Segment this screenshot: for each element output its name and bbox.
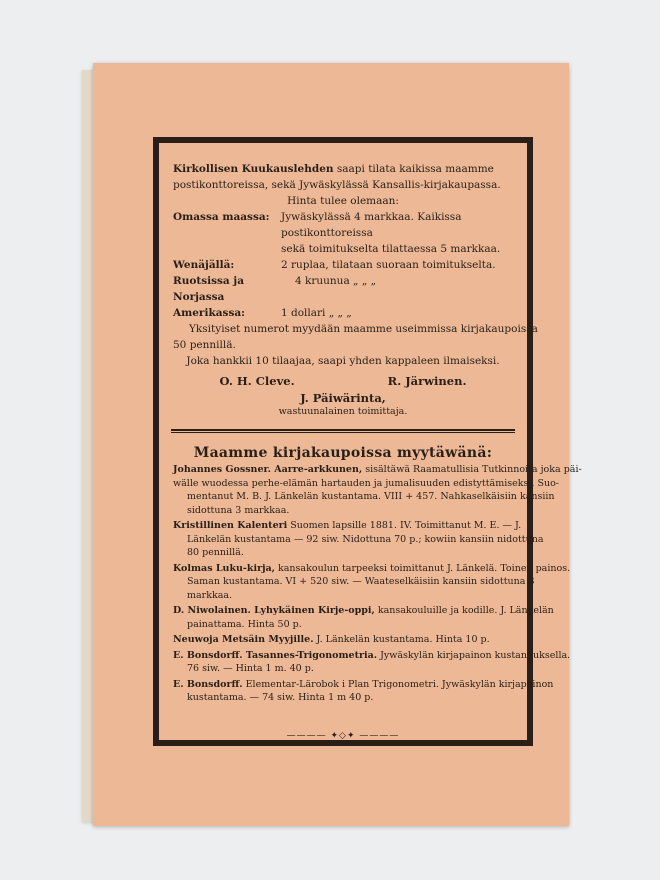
price-label: Ruotsissa ja Norjassa <box>173 275 244 303</box>
price-value: 2 ruplaa, tilataan suoraan toimitukselta. <box>281 259 496 271</box>
subscription-intro <box>173 161 513 177</box>
book-title: E. Bonsdorff. Tasannes-Trigonometria. <box>173 649 378 661</box>
price-row <box>173 241 513 257</box>
price-value: 4 kruunua „ „ „ <box>295 275 377 287</box>
magazine-name: Kirkollisen Kuukauslehden <box>173 163 334 175</box>
book-entry <box>173 649 571 676</box>
book-entry <box>173 519 544 560</box>
book-title: Neuwoja Metsäin Myyjille. <box>173 634 314 645</box>
book-text: kansakouluille ja kodille. J. Länkelän <box>377 605 554 616</box>
signer-right: R. Järwinen. <box>387 374 467 388</box>
book-text: Saman kustantama. VI + 520 siw. — Waateselkäisiin kansiin sidottuna 3 <box>187 576 535 587</box>
price-row <box>173 209 513 241</box>
book-text: Suomen lapsille 1881. IV. Toimittanut M. E. — J. <box>290 520 522 531</box>
intro-line-2: postikonttoreissa, sekä Jywäskylässä Kansallis-kirjakaupassa. <box>173 179 501 191</box>
bordered-frame <box>153 137 582 746</box>
single-issue-note: Yksityiset numerot myydään maamme useimmissa kirjakaupoissa <box>189 323 538 335</box>
price-label <box>173 241 281 257</box>
book-text: kansakoulun tarpeeksi toimittanut J. Länkelä. Toinen painos. <box>278 562 571 574</box>
book-text: kustantama. — 74 siw. Hinta 1 m 40 p. <box>187 692 374 703</box>
price-label: Amerikassa: <box>173 307 246 319</box>
book-text: 76 siw. — Hinta 1 m. 40 p. <box>187 663 314 674</box>
book-text: Elementar-Lärobok i Plan Trigonometri. Jywäskylän kirjapainon <box>245 678 554 690</box>
book-title: E. Bonsdorff. <box>173 678 243 690</box>
book-entry <box>173 633 513 647</box>
price-value: 1 dollari „ „ „ <box>281 307 352 319</box>
price-label: Omassa maassa: <box>173 211 270 223</box>
price-intro: Hinta tulee olemaan: <box>287 195 399 207</box>
book-text: markkaa. <box>187 589 233 601</box>
ornament-divider: ———— ✦◇✦ ———— <box>286 730 400 741</box>
price-label: Wenäjällä: <box>173 259 235 271</box>
book-title: D. Niwolainen. Lyhykäinen Kirje-oppi, <box>173 605 375 616</box>
book-text: wälle wuodessa perhe-elämän hartauden ja jumalisuuden edistyttämiseksi. Suo- <box>173 477 560 489</box>
bookstore-heading: Maamme kirjakaupoissa myytäwänä: <box>193 445 493 461</box>
book-text: Länkelän kustantama — 92 siw. Nidottuna 70 p.; kowiin kansiin nidottuna <box>187 533 544 545</box>
book-text: 80 pennillä. <box>187 547 244 558</box>
book-entry <box>173 562 571 603</box>
book-title: Kolmas Luku-kirja, <box>173 562 275 574</box>
book-title: Kristillinen Kalenteri <box>173 520 288 531</box>
price-row <box>173 305 513 321</box>
book-text: J. Länkelän kustantama. Hinta 10 p. <box>316 634 490 645</box>
single-issue-price: 50 pennillä. <box>173 339 236 351</box>
signer-left: O. H. Cleve. <box>219 374 295 388</box>
book-text: Jywäskylän kirjapainon kustannuksella. <box>380 649 571 661</box>
price-value: sekä toimitukselta tilattaessa 5 markkaa. <box>281 243 501 255</box>
editor-name: J. Päiwärinta, <box>300 391 386 405</box>
book-text: sidottuna 3 markkaa. <box>187 504 290 516</box>
book-entry <box>173 604 554 631</box>
section-divider <box>171 429 515 433</box>
book-text: sisältäwä Raamatullisia Tutkinnoita joka päi- <box>365 464 582 475</box>
book-entry <box>173 678 554 705</box>
price-row <box>173 273 513 305</box>
book-title: Johannes Gossner. Aarre-arkkunen, <box>173 464 363 475</box>
price-value: Jywäskylässä 4 markkaa. Kaikissa postikonttoreissa <box>281 211 462 239</box>
book-entry <box>173 463 582 517</box>
bonus-note: Joka hankkii 10 tilaajaa, saapi yhden kappaleen ilmaiseksi. <box>186 355 500 367</box>
price-row <box>173 257 513 273</box>
intro-text: saapi tilata kaikissa maamme <box>333 163 494 175</box>
book-text: mentanut M. B. J. Länkelän kustantama. VIII + 457. Nahkaselkäisiin kansiin <box>187 491 555 502</box>
editor-role: wastuunalainen toimittaja. <box>278 406 408 417</box>
back-cover-page <box>93 63 582 826</box>
signatures <box>173 374 513 388</box>
book-text: painattama. Hinta 50 p. <box>187 618 302 630</box>
